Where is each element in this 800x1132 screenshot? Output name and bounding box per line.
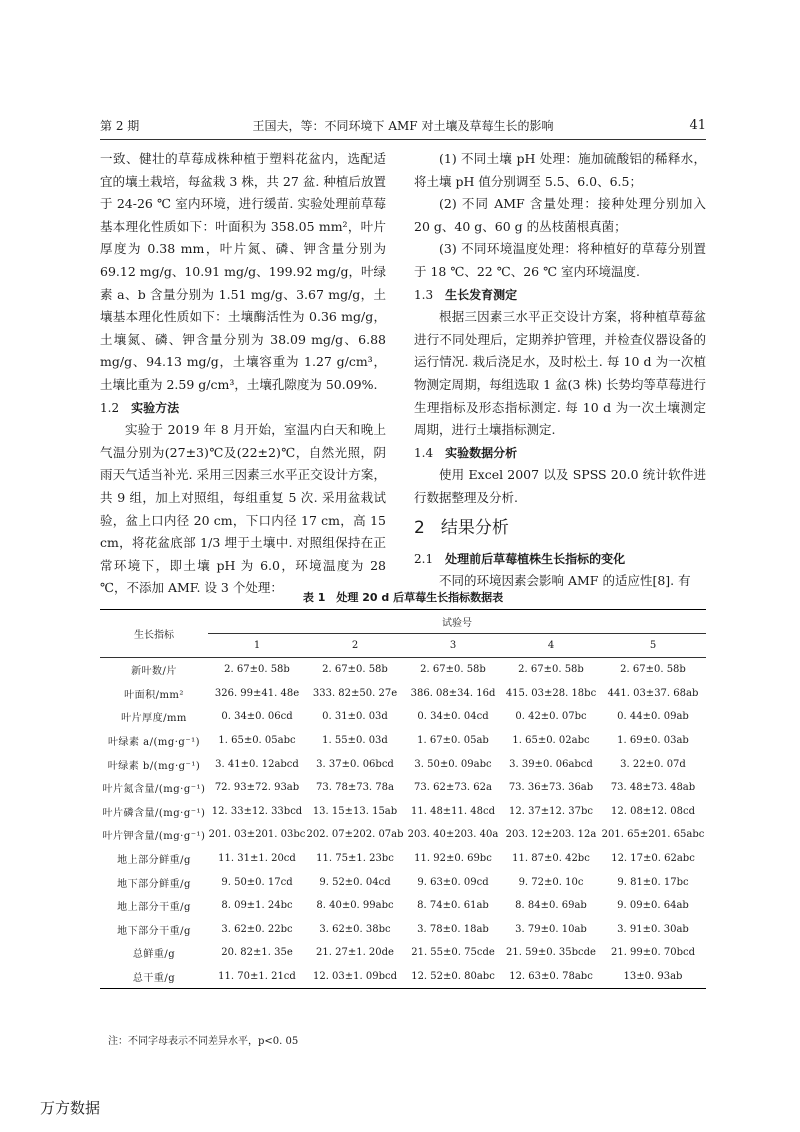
table-cell: 11. 31±1. 20cd — [218, 853, 296, 865]
table-cell: 8. 40±0. 99abc — [316, 900, 394, 912]
watermark-text: 万方数据 — [40, 1099, 101, 1117]
section-number: 2.1 — [414, 551, 434, 566]
section-title: 结果分析 — [440, 517, 509, 538]
table-cell: 3. 50±0. 09abc — [414, 758, 492, 770]
section-heading-1-2 — [100, 397, 386, 420]
right-column — [414, 148, 706, 593]
table-header-trial: 试验号 — [208, 610, 706, 634]
paragraph-materials: 一致、健壮的草莓成株种植于塑料花盆内，选配适宜的壤土栽培，每盆栽 3 株，共 27 盆. 种植后放置于 24-26 ℃ 室内环境，进行缓苗. 实验处理前草莓基本理化性质如下：叶面积为 358.05 mm²，叶片厚度为 0.38 mm，叶片氮、磷、钾含量分别为 69.12 mg/g、10.91 mg/g、199.92 mg/g，叶绿素 a、b 含量分别为 1.51 mg/g、3.67 mg/g，土壤基本理化性质如下：土壤酶活性为 0.36 mg/g，土壤氮、磷、钾含量分别为 38.09 mg/g、6.88 mg/g、94.13 mg/g，土壤容重为 1.27 g/cm³，土壤比重为 2.59 g/cm³，土壤孔隙度为 50.09%. — [100, 151, 386, 392]
row-label: 叶绿素 b/(mg·g⁻¹) — [107, 760, 201, 772]
table-cell: 1. 55±0. 03d — [322, 735, 388, 747]
table-cell: 202. 07±202. 07ab — [306, 829, 404, 841]
table-cell: 12. 63±0. 78abc — [502, 965, 600, 989]
table-cell: 3. 39±0. 06abcd — [509, 758, 593, 770]
table-cell: 12. 03±1. 09bcd — [306, 965, 404, 989]
table-cell: 9. 50±0. 17cd — [221, 876, 293, 888]
table-cell: 201. 03±201. 03bc — [208, 829, 306, 841]
table-cell: 12. 17±0. 62abc — [611, 853, 695, 865]
table-cell: 1. 65±0. 05abc — [218, 735, 296, 747]
left-column — [100, 148, 386, 600]
paragraph-results: 不同的环境因素会影响 AMF 的适应性[8]. 有 — [439, 573, 691, 589]
paragraph-data-analysis: 使用 Excel 2007 以及 SPSS 20.0 统计软件进行数据整理及分析. — [414, 467, 706, 505]
table-cell: 415. 03±28. 18bc — [505, 687, 597, 699]
table-cell: 2. 67±0. 58b — [322, 664, 388, 676]
table-cell: 20. 82±1. 35e — [221, 947, 293, 959]
row-label: 新叶数/片 — [131, 666, 177, 678]
table-cell: 201. 65±201. 65abc — [601, 829, 705, 841]
table-cell: 0. 42±0. 07bc — [515, 711, 587, 723]
table-row — [100, 870, 706, 894]
table-row — [100, 800, 706, 824]
table-cell: 12. 33±12. 33bcd — [211, 805, 303, 817]
section-number: 2 — [414, 517, 425, 538]
table-cell: 333. 82±50. 27e — [312, 687, 398, 699]
table-caption: 表 1 处理 20 d 后草莓生长指标数据表 — [302, 591, 504, 604]
trial-column-header: 4 — [502, 634, 600, 658]
table-row — [100, 918, 706, 942]
row-label: 叶面积/mm² — [124, 689, 184, 701]
table-cell: 8. 74±0. 61ab — [417, 900, 489, 912]
paragraph-growth-measurement: 根据三因素三水平正交设计方案，将种植草莓盆进行不同处理后，定期养护管理，并检查仪器设备的运行情况. 栽后浇足水，及时松土. 每 10 d 为一次植物测定周期，每组选取 1 盆(3 株) 长势均等草莓进行生理指标及形态指标测定. 每 10 d 为一次土壤测定周期，进行土壤指标测定. — [414, 309, 706, 438]
table-cell: 0. 31±0. 03d — [322, 711, 388, 723]
section-title: 生长发育测定 — [445, 287, 518, 302]
table-cell: 326. 99±41. 48e — [214, 687, 300, 699]
table-cell: 11. 48±11. 48cd — [411, 805, 495, 817]
table-cell: 8. 84±0. 69ab — [515, 900, 587, 912]
table-cell: 11. 70±1. 21cd — [208, 965, 306, 989]
table-cell: 21. 55±0. 75cde — [411, 947, 495, 959]
table-cell: 3. 62±0. 38bc — [319, 923, 391, 935]
table-cell: 9. 81±0. 17bc — [617, 876, 689, 888]
table-row — [100, 729, 706, 753]
table-cell: 9. 09±0. 64ab — [617, 900, 689, 912]
table-cell: 0. 34±0. 04cd — [417, 711, 489, 723]
table-row — [100, 847, 706, 871]
table-cell: 11. 92±0. 69bc — [414, 853, 492, 865]
table-cell: 8. 09±1. 24bc — [221, 900, 293, 912]
treatment-item-2: (2) 不同 AMF 含量处理：接种处理分别加入 20 g、40 g、60 g 的丛枝菌根真菌； — [414, 196, 706, 234]
issue-label: 第 2 期 — [100, 119, 140, 133]
row-label: 叶片磷含量/(mg·g⁻¹) — [102, 807, 206, 819]
table-cell: 3. 62±0. 22bc — [221, 923, 293, 935]
row-label: 地上部分鲜重/g — [117, 855, 191, 867]
running-header — [100, 114, 706, 138]
table-cell: 12. 52±0. 80abc — [404, 965, 502, 989]
table-cell: 2. 67±0. 58b — [224, 664, 290, 676]
table-cell: 2. 67±0. 58b — [518, 664, 584, 676]
table-cell: 73. 62±73. 62a — [414, 782, 492, 794]
table-cell: 2. 67±0. 58b — [420, 664, 486, 676]
growth-index-table — [100, 609, 706, 989]
table-cell: 1. 69±0. 03ab — [617, 735, 689, 747]
table-cell: 0. 44±0. 09ab — [617, 711, 689, 723]
paragraph-methods: 实验于 2019 年 8 月开始，室温内白天和晚上气温分别为(27±3)℃及(22±2)℃，自然光照，阴雨天气适当补光. 采用三因素三水平正交设计方案，共 9 组，加上对照组，每组重复 5 次. 采用盆栽试验，盆上口内径 20 cm，下口内径 17 cm，高 15 cm，将花盆底部 1/3 埋于土壤中. 对照组保持在正常环境下，即土壤 pH 为 6.0，环境温度为 28 ℃，不添加 AMF. 设 3 个处理： — [100, 422, 386, 596]
row-label: 地下部分鲜重/g — [117, 878, 191, 890]
table-row — [100, 776, 706, 800]
table-cell: 73. 78±73. 78a — [316, 782, 394, 794]
table-cell: 21. 27±1. 20de — [316, 947, 394, 959]
row-label: 总鲜重/g — [132, 949, 176, 961]
trial-column-header: 3 — [404, 634, 502, 658]
table-cell: 203. 12±203. 12a — [505, 829, 597, 841]
row-label: 叶片钾含量/(mg·g⁻¹) — [102, 831, 206, 843]
table-cell: 13±0. 93ab — [600, 965, 706, 989]
table-row — [100, 682, 706, 706]
table-cell: 2. 67±0. 58b — [620, 664, 686, 676]
section-heading-1-4 — [414, 442, 706, 465]
table-cell: 72. 93±72. 93ab — [214, 782, 300, 794]
section-heading-2 — [414, 514, 706, 542]
table-cell: 1. 65±0. 02abc — [512, 735, 590, 747]
section-number: 1.2 — [100, 400, 120, 415]
table-cell: 3. 41±0. 12abcd — [215, 758, 299, 770]
table-cell: 12. 08±12. 08cd — [611, 805, 695, 817]
table-header-index: 生长指标 — [100, 610, 208, 658]
table-cell: 9. 72±0. 10c — [518, 876, 584, 888]
table-cell: 1. 67±0. 05ab — [417, 735, 489, 747]
table-cell: 21. 59±0. 35bcde — [506, 947, 596, 959]
trial-column-header: 1 — [208, 634, 306, 658]
treatment-item-3: (3) 不同环境温度处理：将种植好的草莓分别置于 18 ℃、22 ℃、26 ℃ 室内环境温度. — [414, 241, 706, 279]
running-title: 王国夫，等：不同环境下 AMF 对土壤及草莓生长的影响 — [252, 119, 554, 133]
table-row — [100, 705, 706, 729]
section-title: 处理前后草莓植株生长指标的变化 — [445, 551, 626, 566]
section-heading-2-1 — [414, 548, 706, 571]
treatment-item-1: (1) 不同土壤 pH 处理：施加硫酸铝的稀释水，将土壤 pH 值分别调至 5.5、6.0、6.5； — [414, 151, 706, 189]
table-row — [100, 941, 706, 965]
table-cell: 0. 34±0. 06cd — [221, 711, 293, 723]
trial-column-header: 2 — [306, 634, 404, 658]
section-title: 实验方法 — [131, 400, 180, 415]
table-cell: 11. 75±1. 23bc — [316, 853, 394, 865]
row-label: 叶绿素 a/(mg·g⁻¹) — [107, 737, 201, 749]
table-cell: 12. 37±12. 37bc — [509, 805, 593, 817]
page-number: 41 — [689, 118, 706, 133]
table-row — [100, 752, 706, 776]
row-label: 地下部分干重/g — [117, 925, 191, 937]
table-cell: 386. 08±34. 16d — [410, 687, 496, 699]
table-cell: 9. 52±0. 04cd — [319, 876, 391, 888]
table-cell: 203. 40±203. 40a — [407, 829, 499, 841]
table-cell: 11. 87±0. 42bc — [512, 853, 590, 865]
row-label: 叶片氮含量/(mg·g⁻¹) — [102, 784, 206, 796]
row-label: 总干重/g — [100, 965, 208, 989]
table-cell: 73. 36±73. 36ab — [508, 782, 594, 794]
table-cell: 13. 15±13. 15ab — [312, 805, 398, 817]
table-cell: 3. 22±0. 07d — [620, 758, 686, 770]
section-number: 1.3 — [414, 287, 434, 302]
table-cell: 3. 79±0. 10ab — [515, 923, 587, 935]
header-rule — [100, 139, 706, 140]
table-row — [100, 658, 706, 682]
section-number: 1.4 — [414, 445, 434, 460]
table-cell: 3. 37±0. 06bcd — [316, 758, 394, 770]
table-cell: 21. 99±0. 70bcd — [610, 947, 696, 959]
table-cell: 3. 78±0. 18ab — [417, 923, 489, 935]
table-row — [100, 823, 706, 847]
table-row — [100, 965, 706, 989]
table-note: 注：不同字母表示不同差异水平，p<0. 05 — [108, 1036, 299, 1047]
row-label: 叶片厚度/mm — [121, 713, 187, 725]
table-row — [100, 894, 706, 918]
section-heading-1-3 — [414, 284, 706, 307]
trial-column-header: 5 — [600, 634, 706, 658]
table-cell: 3. 91±0. 30ab — [617, 923, 689, 935]
table-cell: 73. 48±73. 48ab — [610, 782, 696, 794]
table-cell: 9. 63±0. 09cd — [417, 876, 489, 888]
section-title: 实验数据分析 — [445, 445, 518, 460]
row-label: 地上部分干重/g — [117, 902, 191, 914]
table-cell: 441. 03±37. 68ab — [607, 687, 699, 699]
